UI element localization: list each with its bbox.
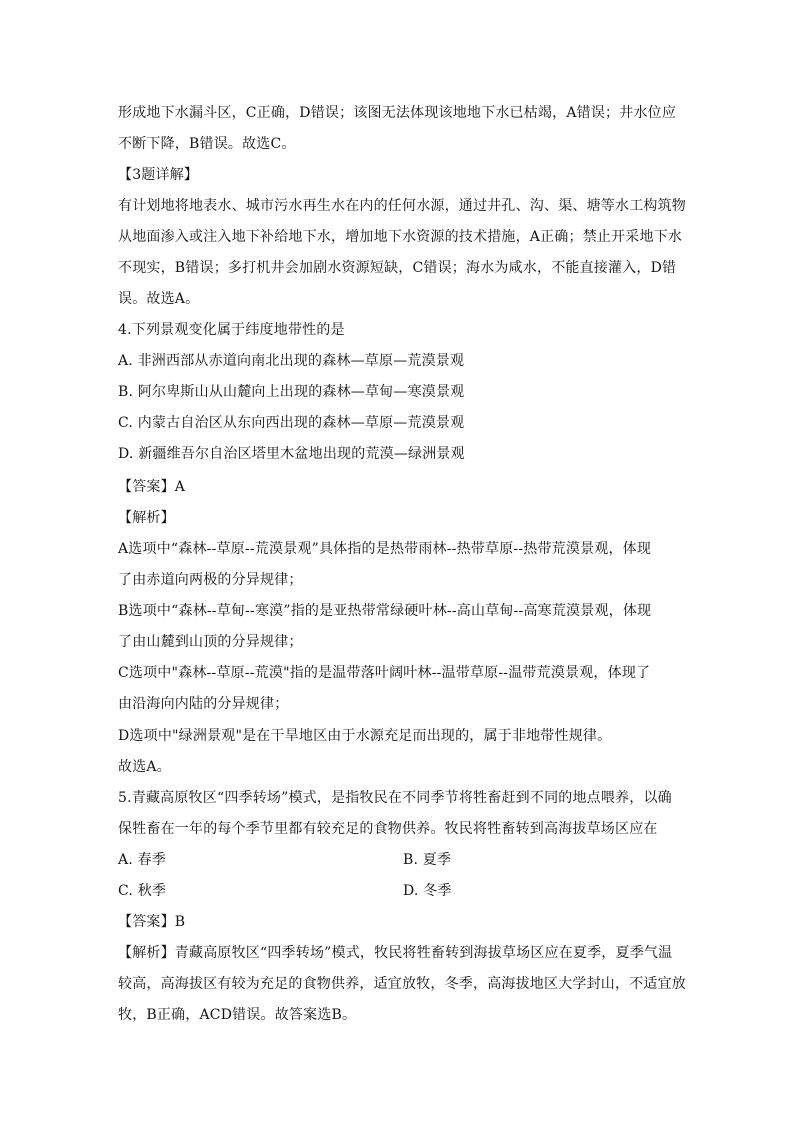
answer-label: 【答案】B [118,914,186,930]
text-line: 从地面渗入或注入地下补给地下水，增加地下水资源的技术措施，A正确；禁止开采地下水 [118,229,683,245]
option-c: C. 秋季 [118,883,167,899]
text-line: 误。故选A。 [118,291,200,307]
text-line: 较高，高海拔区有较为充足的食物供养，适宜放牧，冬季，高海拔地区大学封山，不适宜放 [118,976,686,992]
text-line: 了由山麓到山顶的分异规律； [118,634,303,650]
question-stem: 4.下列景观变化属于纬度地带性的是 [118,322,345,338]
option-d: D. 新疆维吾尔自治区塔里木盆地出现的荒漠—绿洲景观 [118,446,465,462]
text-line: B选项中“森林--草甸--寒漠”指的是亚热带常绿硬叶林--高山草甸--高寒荒漠景观，体现 [118,603,652,619]
option-b: B. 夏季 [403,852,452,868]
text-line: 由沿海向内陆的分异规律； [118,696,289,712]
answer-label: 【答案】A [118,479,186,495]
option-d: D. 冬季 [403,883,452,899]
text-line: 【解析】青藏高原牧区“四季转场”模式，牧民将牲畜转到海拔草场区应在夏季，夏季气温 [118,945,673,961]
text-line: 形成地下水漏斗区，C正确，D错误；该图无法体现该地地下水已枯竭，A错误；井水位应 [118,105,677,121]
text-line: A选项中“森林--草原--荒漠景观”具体指的是热带雨林--热带草原--热带荒漠景观，体现 [118,541,652,557]
text-line: 不现实，B错误；多打机井会加剧水资源短缺，C错误；海水为咸水，不能直接灌入，D错 [118,260,677,276]
question-stem: 5.青藏高原牧区“四季转场”模式，是指牧民在不同季节将牲畜赶到不同的地点喂养，以确 [118,790,672,806]
text-line: 牧，B正确，ACD错误。故答案选B。 [118,1007,357,1023]
text-line: 有计划地将地表水、城市污水再生水在内的任何水源，通过井孔、沟、渠、塘等水工构筑物 [118,198,686,214]
option-c: C. 内蒙古自治区从东向西出现的森林—草原—荒漠景观 [118,415,465,431]
section-heading: 【3题详解】 [118,167,199,183]
text-line: 了由赤道向两极的分异规律； [118,572,303,588]
analysis-label: 【解析】 [118,510,175,526]
option-b: B. 阿尔卑斯山从山麓向上出现的森林—草甸—寒漠景观 [118,384,465,400]
text-line: 不断下降，B错误。故选C。 [118,136,296,152]
text-line: C选项中"森林--草原--荒漠"指的是温带落叶阔叶林--温带草原--温带荒漠景观，体现了 [118,665,651,681]
text-line: 故选A。 [118,759,171,775]
text-line: D选项中"绿洲景观"是在干旱地区由于水源充足而出现的，属于非地带性规律。 [118,728,612,744]
question-stem: 保牲畜在一年的每个季节里都有较充足的食物供养。牧民将牲畜转到高海拔草场区应在 [118,821,658,837]
option-a: A. 非洲西部从赤道向南北出现的森林—草原—荒漠景观 [118,353,465,369]
option-a: A. 春季 [118,852,167,868]
